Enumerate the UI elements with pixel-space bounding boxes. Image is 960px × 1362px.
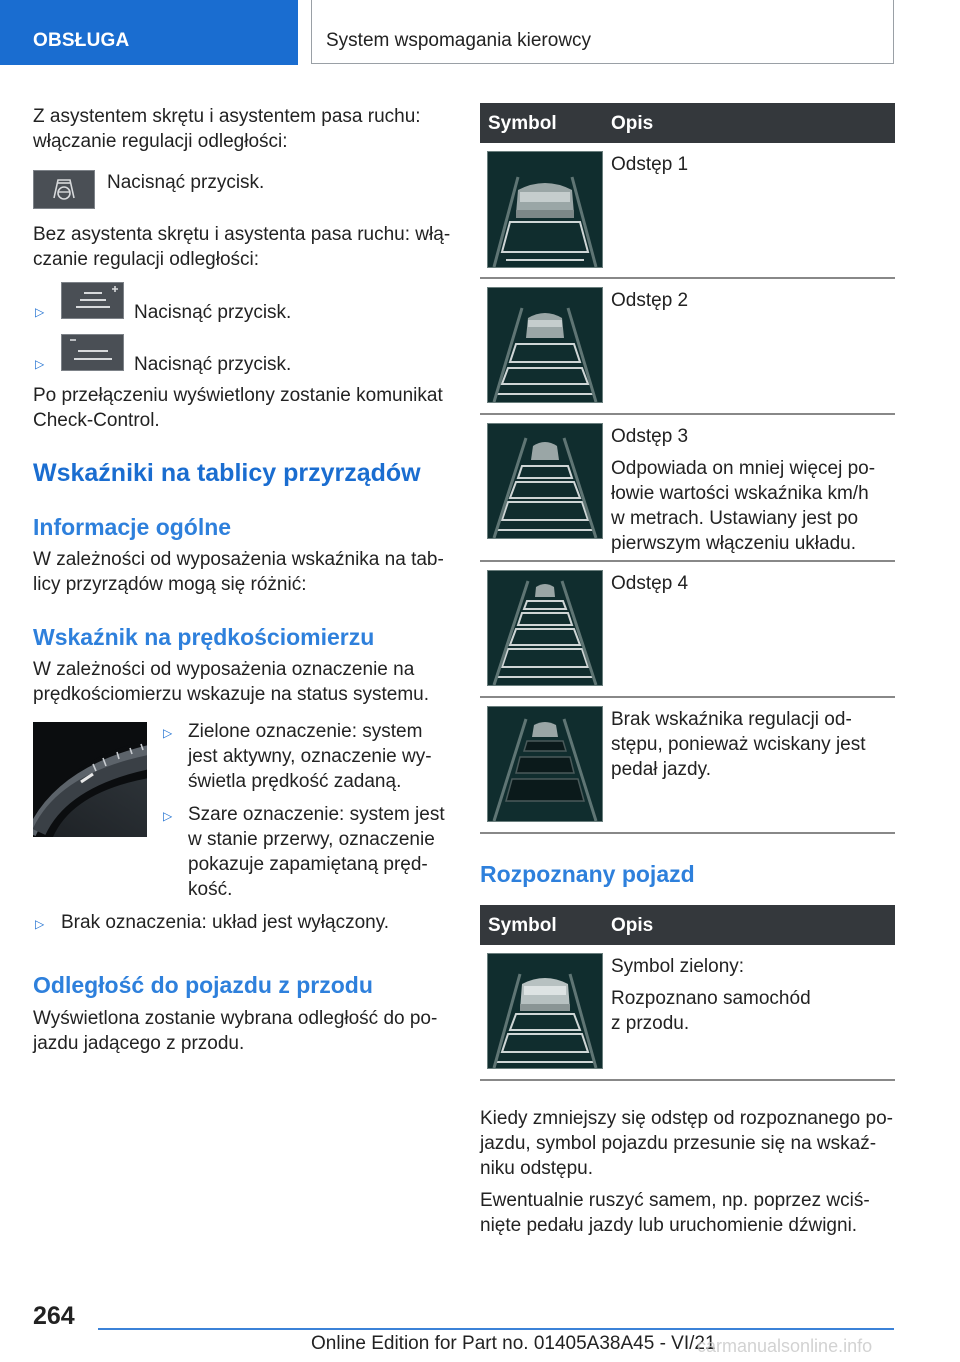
table-header bbox=[480, 103, 895, 143]
paragraph: Bez asystenta skrętu i asystenta pasa ruchu: włą- czanie regulacji odległości: bbox=[33, 224, 451, 270]
description-line: Odstęp 1 bbox=[611, 154, 689, 175]
row-divider bbox=[480, 413, 895, 415]
row-divider bbox=[480, 696, 895, 698]
distance-increase-button-icon bbox=[61, 282, 124, 319]
description-paragraph: Brak wskaźnika regulacji od- stępu, ponieważ wciskany jest pedał jazdy. bbox=[611, 709, 866, 780]
subsection-heading: Rozpoznany pojazd bbox=[480, 861, 695, 887]
section-title: OBSŁUGA bbox=[33, 30, 130, 51]
paragraph: Po przełączeniu wyświetlony zostanie komunikat Check-Control. bbox=[33, 385, 443, 431]
recognized-vehicle-symbol-icon bbox=[487, 953, 603, 1069]
triangle-bullet-icon: ▷ bbox=[35, 305, 45, 319]
section-tab bbox=[0, 0, 298, 65]
description-line: Odstęp 2 bbox=[611, 290, 689, 311]
triangle-bullet-icon: ▷ bbox=[163, 726, 173, 740]
description-paragraph: Odpowiada on mniej więcej po- łowie wartości wskaźnika km/h w metrach. Ustawiany jest po pierwszym włączeniu układu. bbox=[611, 458, 876, 554]
triangle-bullet-icon: ▷ bbox=[35, 917, 45, 931]
paragraph: Ewentualnie ruszyć samem, np. poprzez wciś- nięte pedału jazdy lub uruchomienie dźwigni. bbox=[480, 1190, 870, 1236]
press-button-text: Nacisnąć przycisk. bbox=[134, 302, 292, 323]
footer-divider bbox=[98, 1328, 894, 1330]
column-header-symbol: Symbol bbox=[488, 915, 557, 936]
bullet-no-marker: Brak oznaczenia: układ jest wyłączony. bbox=[61, 912, 390, 933]
press-button-text: Nacisnąć przycisk. bbox=[134, 354, 292, 375]
watermark: carmanualsonline.info bbox=[697, 1336, 873, 1356]
subsection-heading: Wskaźnik na prędkościomierzu bbox=[33, 624, 375, 650]
table-header bbox=[480, 905, 895, 945]
paragraph: W zależności od wyposażenia wskaźnika na tab- licy przyrządów mogą się różnić: bbox=[33, 549, 444, 595]
triangle-bullet-icon: ▷ bbox=[163, 809, 173, 823]
bullet-gray-marker: Szare oznaczenie: system jest w stanie przerwy, oznaczenie pokazuje zapamiętaną pręd- kość. bbox=[188, 804, 445, 900]
paragraph: Wyświetlona zostanie wybrana odległość do po- jazdu jadącego z przodu. bbox=[33, 1008, 438, 1054]
column-header-description: Opis bbox=[611, 915, 654, 936]
distance-decrease-button-icon bbox=[61, 334, 124, 371]
chapter-tab bbox=[311, 0, 894, 64]
distance-1-symbol-icon bbox=[487, 151, 603, 268]
row-divider bbox=[480, 1079, 895, 1081]
description-line: Odstęp 4 bbox=[611, 573, 689, 594]
description-paragraph: Rozpoznano samochód z przodu. bbox=[611, 988, 811, 1034]
distance-2-symbol-icon bbox=[487, 287, 603, 403]
triangle-bullet-icon: ▷ bbox=[35, 357, 45, 371]
row-divider bbox=[480, 832, 895, 834]
subsection-heading: Informacje ogólne bbox=[33, 514, 232, 540]
subsection-heading: Odległość do pojazdu z przodu bbox=[33, 972, 373, 998]
no-distance-indicator-symbol-icon bbox=[487, 706, 603, 822]
paragraph: W zależności od wyposażenia oznaczenie na prędkościomierzu wskazuje na status systemu. bbox=[33, 659, 429, 705]
row-divider bbox=[480, 560, 895, 562]
paragraph: Z asystentem skrętu i asystentem pasa ruchu: włączanie regulacji odległości: bbox=[33, 106, 421, 152]
distance-4-symbol-icon bbox=[487, 570, 603, 686]
description-line: Symbol zielony: bbox=[611, 956, 745, 977]
driver-assist-button-icon bbox=[33, 170, 95, 209]
description-line: Odstęp 3 bbox=[611, 426, 689, 447]
chapter-title: System wspomagania kierowcy bbox=[326, 30, 592, 51]
column-header-symbol: Symbol bbox=[488, 113, 557, 134]
column-header-description: Opis bbox=[611, 113, 654, 134]
edition-text: Online Edition for Part no. 01405A38A45 - VI/21 bbox=[311, 1333, 716, 1354]
page-number: 264 bbox=[33, 1302, 75, 1330]
press-button-text: Nacisnąć przycisk. bbox=[107, 172, 265, 193]
bullet-green-marker: Zielone oznaczenie: system jest aktywny, oznaczenie wy- świetla prędkość zadaną. bbox=[188, 721, 432, 792]
section-heading: Wskaźniki na tablicy przyrządów bbox=[33, 459, 421, 487]
distance-3-symbol-icon bbox=[487, 423, 603, 539]
row-divider bbox=[480, 277, 895, 279]
speedometer-marker-image bbox=[33, 722, 147, 837]
paragraph: Kiedy zmniejszy się odstęp od rozpoznanego po- jazdu, symbol pojazdu przesunie się na wskaź- niku odstępu. bbox=[480, 1108, 893, 1179]
